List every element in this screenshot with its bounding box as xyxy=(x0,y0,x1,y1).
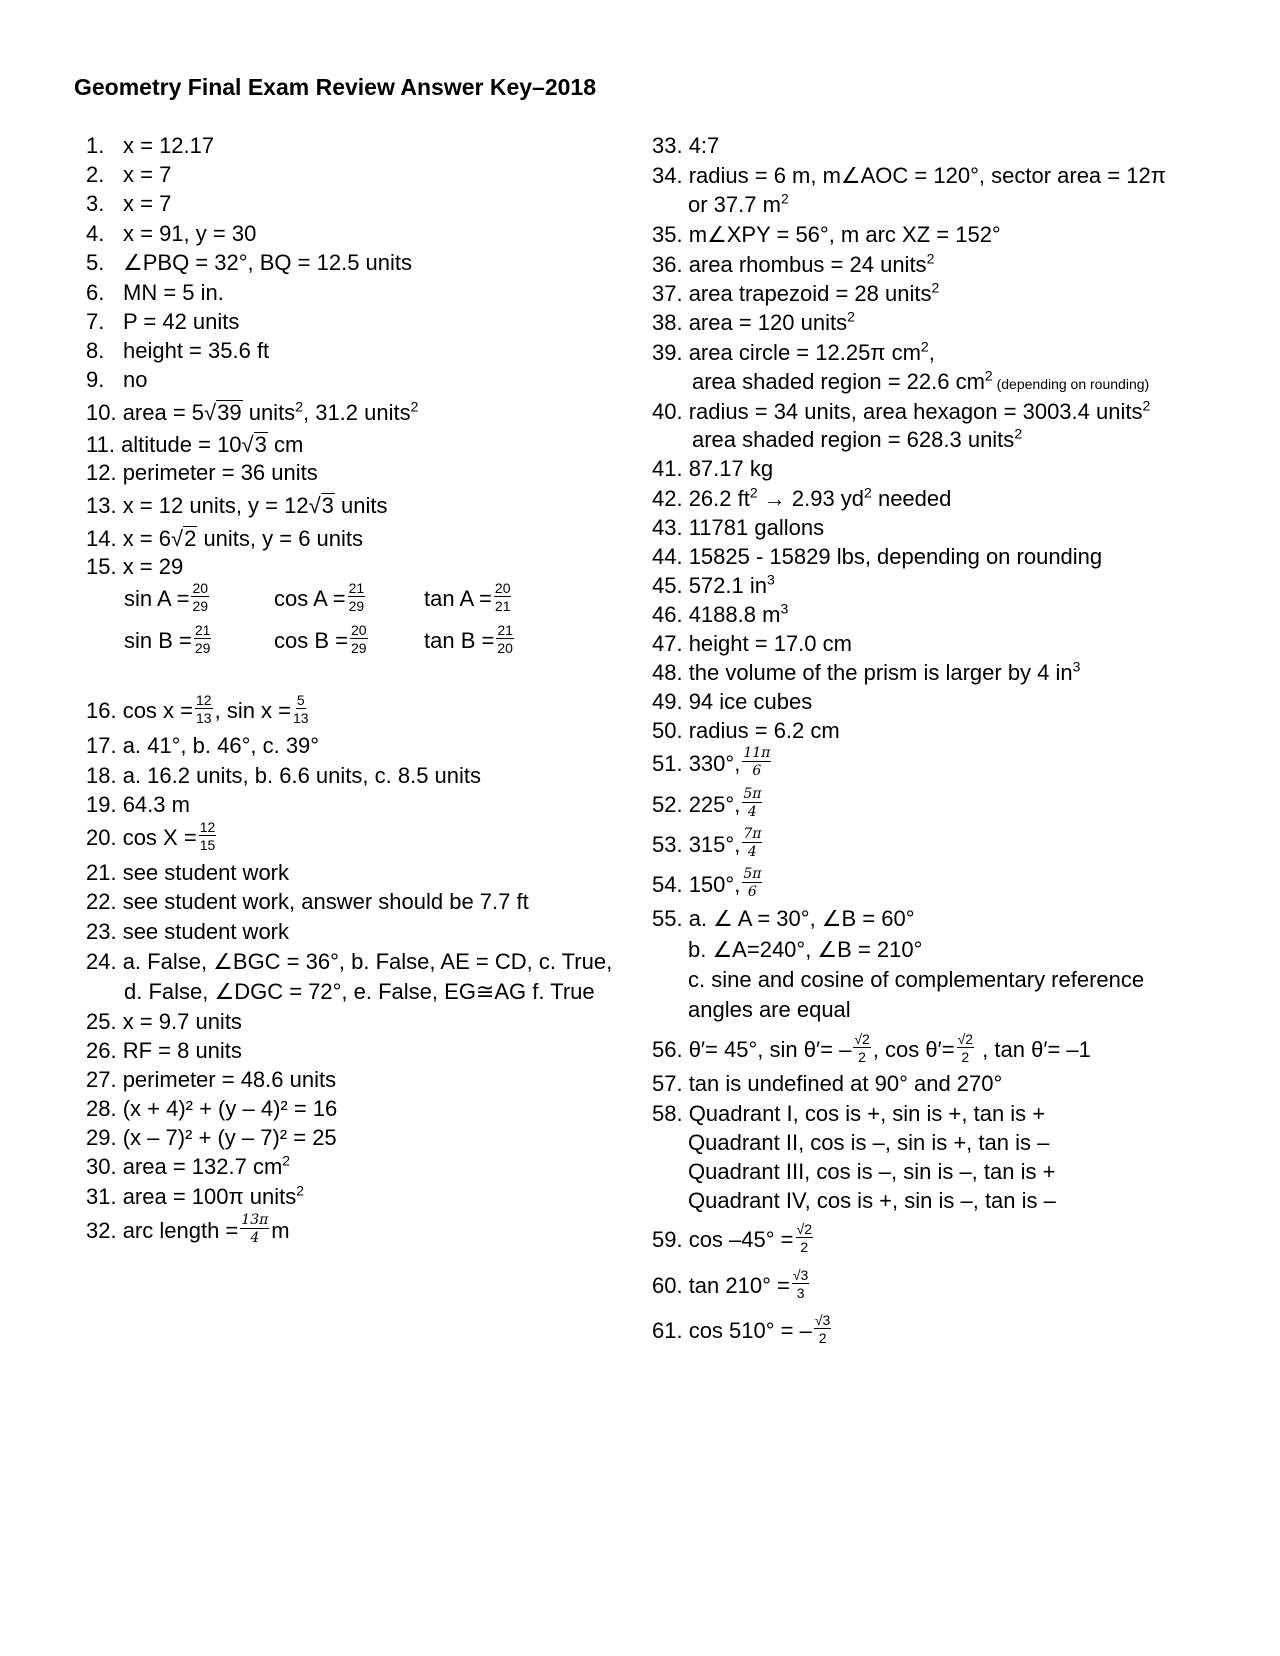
answer-60: 60. tan 210° = $\frac{√3}{3}$ xyxy=(652,1267,809,1301)
answer-11: 11. altitude = 10√3 cm xyxy=(86,432,304,457)
answer-32: 32. arc length = $\frac{13\pi}{4}$ m xyxy=(86,1212,290,1246)
answer-53: 53. 315°, $\frac{7\pi}{4}$ xyxy=(652,826,762,860)
fraction: $\frac{√2}{2}$ xyxy=(796,1221,812,1255)
answer-43: 43. 11781 gallons xyxy=(652,515,825,540)
trig-sin-b: sin B = $\frac{21}{29}$ xyxy=(124,622,211,656)
answer-39-line-1: 39. area circle = 12.25π $cm^2$, xyxy=(652,338,935,365)
trig-tan-a: tan A = $\frac{20}{21}$ xyxy=(424,580,511,614)
answer-3: 3. x = 7 xyxy=(86,191,172,216)
fraction: $\frac{21}{29}$ xyxy=(194,622,211,656)
answer-1: 1. x = 12.17 xyxy=(86,133,215,158)
answer-57: 57. tan is undefined at 90° and 270° xyxy=(652,1071,1003,1096)
answer-31: 31. area = 100π units$^2$ xyxy=(86,1182,305,1209)
answer-8: 8. height = 35.6 ft xyxy=(86,338,270,363)
answer-7: 7. P = 42 units xyxy=(86,309,240,334)
answer-20: 20. cos X = $\frac{12}{15}$ xyxy=(86,819,216,853)
answer-34-line-1: 34. radius = 6 m, m∠AOC = 120°, sector area = 12π xyxy=(652,163,1166,188)
fraction: $\frac{7\pi}{4}$ xyxy=(743,826,762,860)
fraction: $\frac{12}{13}$ xyxy=(196,692,212,726)
answer-37: 37. area trapezoid = 28 units$^2$ xyxy=(652,279,940,306)
answer-27: 27. perimeter = 48.6 units xyxy=(86,1067,337,1092)
answer-24-line-2: d. False, ∠DGC = 72°, e. False, EG≅AG f. True xyxy=(124,979,595,1004)
answer-58-line-1: 58. Quadrant I, cos is +, sin is +, tan is + xyxy=(652,1101,1046,1126)
answer-59: 59. cos –45° = $\frac{√2}{2}$ xyxy=(652,1221,812,1255)
fraction: $\frac{20}{29}$ xyxy=(350,622,367,656)
answer-9: 9. no xyxy=(86,367,148,392)
answer-55-line-2: b. ∠A=240°, ∠B = 210° xyxy=(688,937,923,962)
answer-38: 38. area = 120 units$^2$ xyxy=(652,308,855,335)
answer-21: 21. see student work xyxy=(86,860,290,885)
answer-17: 17. a. 41°, b. 46°, c. 39° xyxy=(86,733,320,758)
answer-30: 30. area = 132.7 $cm^2$ xyxy=(86,1152,291,1179)
fraction: $\frac{5}{13}$ xyxy=(293,692,309,726)
answer-41: 41. 87.17 kg xyxy=(652,456,774,481)
answer-26: 26. RF = 8 units xyxy=(86,1038,242,1063)
answer-45: 45. 572.1 $in^3$ xyxy=(652,571,775,598)
answer-42: 42. 26.2 $ft^2 \to 2.93$ $yd^2$ needed xyxy=(652,484,952,511)
answer-58-line-2: Quadrant II, cos is –, sin is +, tan is – xyxy=(688,1130,1050,1155)
answer-19: 19. 64.3 m xyxy=(86,792,190,817)
answer-49: 49. 94 ice cubes xyxy=(652,689,813,714)
answer-15: 15. x = 29 xyxy=(86,554,184,579)
trig-cos-b: cos B = $\frac{20}{29}$ xyxy=(274,622,367,656)
answer-40-line-2: area shaded region = 628.3 units$^2$ xyxy=(692,425,1023,452)
answer-55-line-4: angles are equal xyxy=(688,997,851,1022)
fraction: $\frac{√2}{2}$ xyxy=(854,1031,870,1065)
answer-58-line-3: Quadrant III, cos is –, sin is –, tan is + xyxy=(688,1159,1056,1184)
answer-55-line-1: 55. a. ∠ A = 30°, ∠B = 60° xyxy=(652,906,915,931)
fraction: $\frac{20}{29}$ xyxy=(192,580,209,614)
answer-23: 23. see student work xyxy=(86,919,290,944)
answer-16: 16. cos x = $\frac{12}{13}$ , sin x = $\frac{5}{13}$ xyxy=(86,692,309,726)
answer-40-line-1: 40. radius = 34 units, area hexagon = 3003.4 units$^2$ xyxy=(652,397,1151,424)
answer-12: 12. perimeter = 36 units xyxy=(86,460,318,485)
answer-58-line-4: Quadrant IV, cos is +, sin is –, tan is – xyxy=(688,1188,1056,1213)
answer-14: 14. x = 6√2 units, y = 6 units xyxy=(86,526,364,551)
answer-54: 54. 150°, $\frac{5\pi}{6}$ xyxy=(652,866,762,900)
answer-33: 33. 4:7 xyxy=(652,133,720,158)
answer-52: 52. 225°, $\frac{5\pi}{4}$ xyxy=(652,786,762,820)
answer-35: 35. m∠XPY = 56°, m arc XZ = 152° xyxy=(652,222,1001,247)
page-title: Geometry Final Exam Review Answer Key–2018 xyxy=(74,74,597,100)
fraction: $\frac{√3}{2}$ xyxy=(814,1312,831,1346)
answer-47: 47. height = 17.0 cm xyxy=(652,631,852,656)
answer-4: 4. x = 91, y = 30 xyxy=(86,221,257,246)
answer-10: 10. area = 5√39 units$^2$, 31.2 units$^2$ xyxy=(86,398,419,425)
fraction: $\frac{13\pi}{4}$ xyxy=(241,1212,269,1246)
fraction: $\frac{11\pi}{6}$ xyxy=(743,745,771,779)
fraction: $\frac{21}{20}$ xyxy=(497,622,513,656)
answer-50: 50. radius = 6.2 cm xyxy=(652,718,840,743)
trig-tan-b: tan B = $\frac{21}{20}$ xyxy=(424,622,513,656)
answer-48: 48. the volume of the prism is larger by 4 $in^3$ xyxy=(652,658,1081,685)
answer-13: 13. x = 12 units, y = 12√3 units xyxy=(86,493,388,518)
answer-6: 6. MN = 5 in. xyxy=(86,280,224,305)
answer-5: 5. ∠PBQ = 32°, BQ = 12.5 units xyxy=(86,250,413,275)
answer-29: 29. (x – 7)² + (y – 7)² = 25 xyxy=(86,1125,337,1150)
answer-56: 56. θ′= 45°, sin θ′= – $\frac{√2}{2}$ , cos θ′= $\frac{√2}{2}$ , tan θ′= –1 xyxy=(652,1031,1091,1065)
answer-46: 46. 4188.8 $m^3$ xyxy=(652,600,789,627)
answer-24-line-1: 24. a. False, ∠BGC = 36°, b. False, AE = CD, c. True, xyxy=(86,949,613,974)
fraction: $\frac{12}{15}$ xyxy=(199,819,216,853)
fraction: $\frac{√2}{2}$ xyxy=(957,1031,974,1065)
answer-28: 28. (x + 4)² + (y – 4)² = 16 xyxy=(86,1096,338,1121)
fraction: $\frac{5\pi}{4}$ xyxy=(743,786,762,820)
fraction: $\frac{20}{21}$ xyxy=(494,580,511,614)
answer-61: 61. cos 510° = – $\frac{√3}{2}$ xyxy=(652,1312,831,1346)
answer-25: 25. x = 9.7 units xyxy=(86,1009,242,1034)
answer-2: 2. x = 7 xyxy=(86,162,172,187)
answer-34-line-2: or 37.7 $m^2$ xyxy=(688,190,789,217)
trig-sin-a: sin A = $\frac{20}{29}$ xyxy=(124,580,209,614)
answer-39-line-2: area shaded region = 22.6 $cm^2$ (depending on rounding) xyxy=(692,367,1150,394)
answer-44: 44. 15825 - 15829 lbs, depending on rounding xyxy=(652,544,1103,569)
fraction: $\frac{5\pi}{6}$ xyxy=(743,866,762,900)
answer-22: 22. see student work, answer should be 7.7 ft xyxy=(86,889,529,914)
answer-51: 51. 330°, $\frac{11\pi}{6}$ xyxy=(652,745,771,779)
answer-36: 36. area rhombus = 24 units$^2$ xyxy=(652,250,935,277)
answer-55-line-3: c. sine and cosine of complementary reference xyxy=(688,967,1145,992)
answer-18: 18. a. 16.2 units, b. 6.6 units, c. 8.5 units xyxy=(86,763,482,788)
trig-cos-a: cos A = $\frac{21}{29}$ xyxy=(274,580,365,614)
fraction: $\frac{21}{29}$ xyxy=(348,580,365,614)
fraction: $\frac{√3}{3}$ xyxy=(792,1267,809,1301)
